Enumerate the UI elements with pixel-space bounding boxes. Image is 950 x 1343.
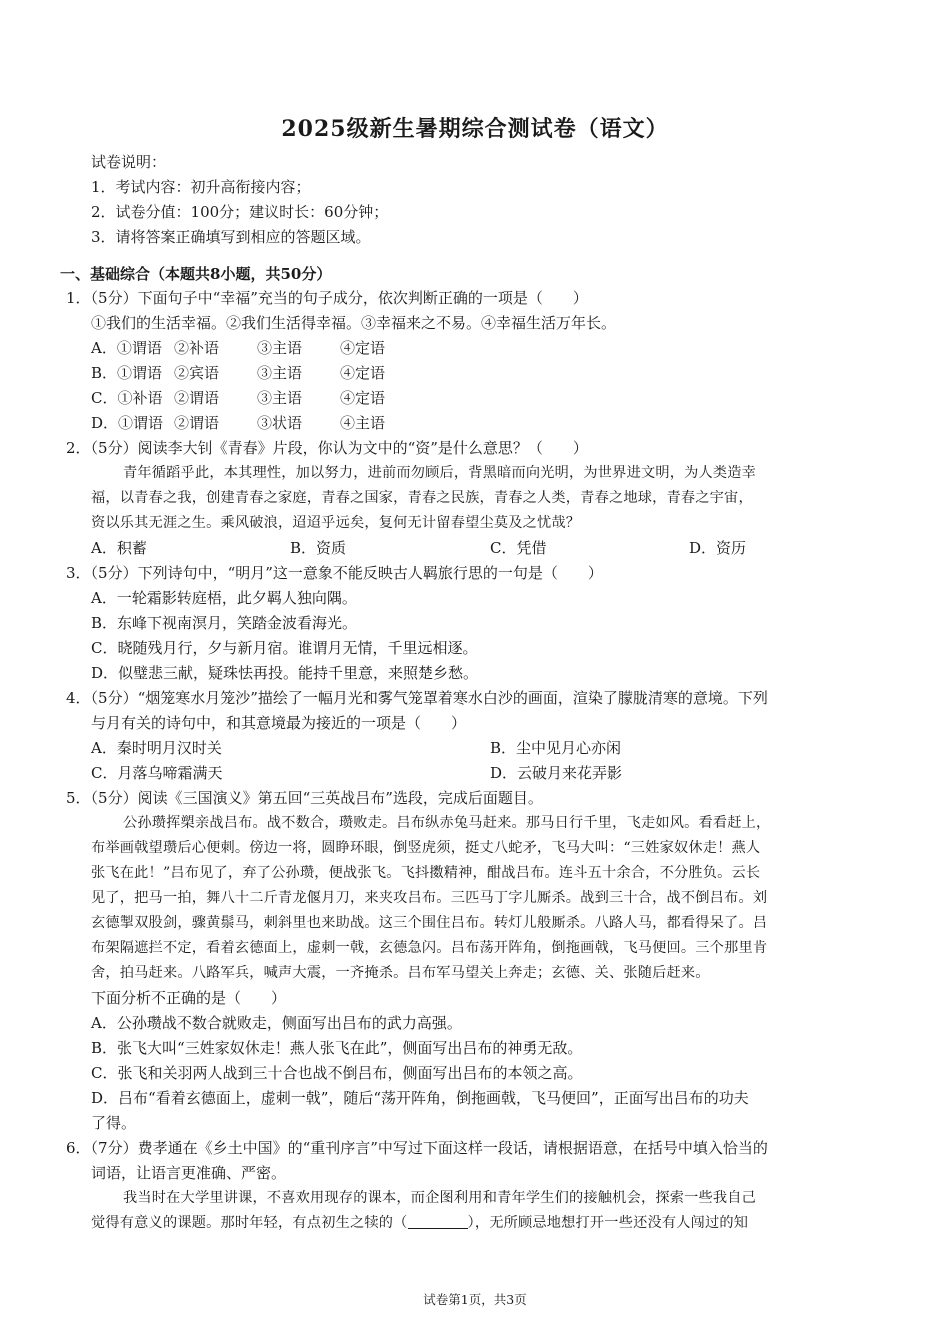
page-title: 2025级新生暑期综合测试卷（语文） (281, 116, 669, 142)
question-2-passage: 资以乐其无涯之生。乘风破浪，迢迢乎远矣，复何无计留春望尘莫及之忧哉？ (91, 515, 581, 531)
question-2-stem: 2．（5分）阅读李大钊《青春》片段，你认为文中的“资”是什么意思？（ ） (66, 439, 588, 457)
question-1-sentence: ①我们的生活幸福。②我们生活得幸福。③幸福来之不易。④幸福生活万年长。 (91, 314, 617, 332)
question-2-option-a: A．积蓄 (91, 539, 147, 557)
question-5-stem: 5．（5分）阅读《三国演义》第五回“三英战吕布”选段，完成后面题目。 (66, 789, 543, 807)
question-3-option-c: C．晓随残月行，夕与新月宿。谁谓月无情，千里远相逐。 (91, 639, 478, 657)
question-5-passage: 玄德掣双股剑，骤黄鬃马，刺斜里也来助战。这三个围住吕布。转灯儿般厮杀。八路人马，都看得呆了。吕 (91, 915, 768, 931)
question-1-option-a: A．①谓语 ②补语 ③主语 ④定语 (91, 339, 386, 357)
passage-text: ），无所顾忌地想打开一些还没有人闯过的知 (467, 1215, 749, 1231)
question-2-passage: 青年循蹈乎此，本其理性，加以努力，进前而勿顾后，背黑暗而向光明，为世界进文明，为人类造幸 (123, 465, 757, 481)
answer-blank[interactable] (408, 1214, 468, 1229)
question-4-option-c: C．月落乌啼霜满天 (91, 764, 223, 782)
question-6-passage: 我当时在大学里讲课，不喜欢用现存的课本，而企图利用和青年学生们的接触机会，探索一些我自己 (123, 1190, 757, 1206)
question-6-passage (91, 1213, 748, 1233)
question-5-passage: 公孙瓒挥槊亲战吕布。战不数合，瓒败走。吕布纵赤兔马赶来。那马日行千里，飞走如风。看看赶上， (123, 815, 771, 831)
question-3-option-a: A．一轮霜影转庭梧，此夕羁人独向隅。 (91, 589, 357, 607)
question-5-passage: 布举画戟望瓒后心便刺。傍边一将，圆睁环眼，倒竖虎须，挺丈八蛇矛，飞马大叫：“三姓家奴休走！燕人 (91, 840, 761, 856)
question-6-stem-cont: 词语，让语言更准确、严密。 (91, 1164, 287, 1182)
question-3-option-d: D．似璧悲三献，疑珠怯再投。能持千里意，来照楚乡愁。 (91, 664, 479, 682)
question-1-option-b: B．①谓语 ②宾语 ③主语 ④定语 (91, 364, 386, 382)
question-5-option-c: C．张飞和关羽两人战到三十合也战不倒吕布，侧面写出吕布的本领之高。 (91, 1064, 583, 1082)
question-1-option-d: D．①谓语 ②谓语 ③状语 ④主语 (91, 414, 386, 432)
instruction-item: 2．试卷分值：100分；建议时长：60分钟； (91, 203, 389, 221)
question-5-option-d: D．吕布“看着玄德面上，虚刺一戟”，随后“荡开阵角，倒拖画戟，飞马便回”，正面写出吕布的功夫 (91, 1089, 749, 1107)
question-5-subprompt: 下面分析不正确的是（ ） (91, 989, 287, 1007)
question-4-option-b: B．尘中见月心亦闲 (490, 739, 622, 757)
question-4-option-d: D．云破月来花弄影 (490, 764, 623, 782)
passage-text: 觉得有意义的课题。那时年轻，有点初生之犊的（ (91, 1215, 408, 1231)
question-5-passage: 张飞在此！”吕布见了，弃了公孙瓒，便战张飞。飞抖擞精神，酣战吕布。连斗五十余合，不分胜负。云长 (91, 865, 761, 881)
question-5-passage: 布架隔遮拦不定，看着玄德面上，虚刺一戟，玄德急闪。吕布荡开阵角，倒拖画戟，飞马便回。三个那里肯 (91, 940, 768, 956)
question-2-option-d: D．资历 (689, 539, 747, 557)
instruction-item: 3．请将答案正确填写到相应的答题区域。 (91, 228, 371, 246)
question-2-option-c: C．凭借 (490, 539, 547, 557)
section-heading: 一、基础综合（本题共8小题，共50分） (60, 265, 332, 283)
question-5-option-d-cont: 了得。 (91, 1114, 137, 1132)
question-4-option-a: A．秦时明月汉时关 (91, 739, 222, 757)
instruction-item: 1．考试内容：初升高衔接内容； (91, 178, 311, 196)
question-2-passage: 福，以青春之我，创建青春之家庭，青春之国家，青春之民族，青春之人类，青春之地球，青春之宇宙， (91, 490, 753, 506)
question-4-stem: 4．（5分）“烟笼寒水月笼沙”描绘了一幅月光和雾气笼罩着寒水白沙的画面，渲染了朦胧清寒的意境。下列 (66, 689, 768, 707)
question-3-stem: 3．（5分）下列诗句中，“明月”这一意象不能反映古人羁旅行思的一句是（ ） (66, 564, 603, 582)
instructions-heading: 试卷说明： (91, 153, 167, 171)
question-4-stem-cont: 与月有关的诗句中，和其意境最为接近的一项是（ ） (91, 714, 467, 732)
question-2-option-b: B．资质 (290, 539, 347, 557)
question-5-passage: 见了，把马一拍，舞八十二斤青龙偃月刀，来夹攻吕布。三匹马丁字儿厮杀。战到三十合，战不倒吕布。刘 (91, 890, 768, 906)
question-5-passage: 舍，拍马赶来。八路军兵，喊声大震，一齐掩杀。吕布军马望关上奔走；玄德、关、张随后赶来。 (91, 965, 710, 981)
question-5-option-b: B．张飞大叫“三姓家奴休走！燕人张飞在此”，侧面写出吕布的神勇无敌。 (91, 1039, 583, 1057)
question-3-option-b: B．东峰下视南溟月，笑踏金波看海光。 (91, 614, 358, 632)
question-6-stem: 6．（7分）费孝通在《乡土中国》的“重刊序言”中写过下面这样一段话，请根据语意，在括号中填入恰当的 (66, 1139, 768, 1157)
question-5-option-a: A．公孙瓒战不数合就败走，侧面写出吕布的武力高强。 (91, 1014, 462, 1032)
page-footer: 试卷第1页，共3页 (423, 1292, 527, 1307)
question-1-option-c: C．①补语 ②谓语 ③主语 ④定语 (91, 389, 386, 407)
question-1-stem: 1．（5分）下面句子中“幸福”充当的句子成分，依次判断正确的一项是（ ） (66, 289, 588, 307)
